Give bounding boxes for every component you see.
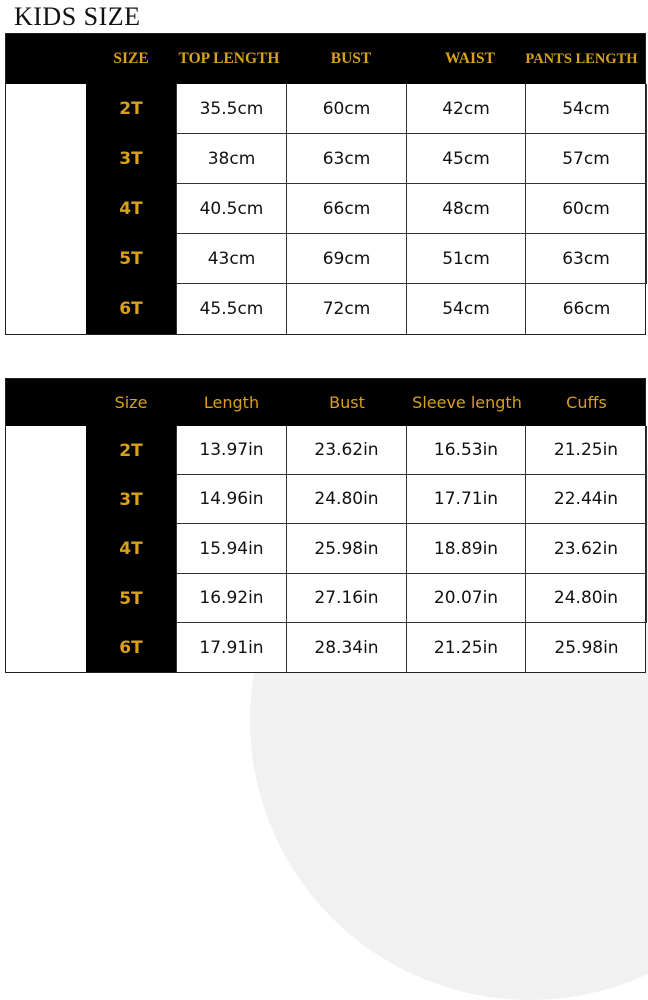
table-cell: 17.91in bbox=[176, 623, 287, 672]
table-cell: 40.5cm bbox=[176, 184, 287, 234]
table-cell: 24.80in bbox=[526, 574, 647, 623]
size-table-in bbox=[5, 378, 646, 673]
table-cell: 27.16in bbox=[287, 574, 407, 623]
table-cell: 38cm bbox=[176, 134, 287, 184]
header-waist: WAIST bbox=[445, 50, 495, 67]
table-cell: 28.34in bbox=[287, 623, 407, 672]
table-cell: 66cm bbox=[562, 299, 611, 319]
header-top-length: TOP LENGTH bbox=[178, 50, 280, 67]
table-cell: 21.25in bbox=[526, 426, 647, 475]
size-label: 2T bbox=[119, 99, 143, 119]
header-pants-length: PANTS LENGTH bbox=[525, 50, 638, 67]
table-cell: 42cm bbox=[407, 84, 526, 134]
table-cell: 72cm bbox=[287, 284, 407, 334]
table-cell: 35.5cm bbox=[176, 84, 287, 134]
header-bust: BUST bbox=[330, 50, 372, 67]
table-cell: 63cm bbox=[526, 234, 647, 284]
size-label: 6T bbox=[119, 299, 143, 319]
size-label: 2T bbox=[119, 440, 143, 461]
table-header bbox=[6, 34, 645, 84]
table-cell: 25.98in bbox=[287, 524, 407, 574]
size-label: 4T bbox=[119, 199, 143, 219]
size-label: 3T bbox=[119, 149, 143, 169]
table-cell: 48cm bbox=[407, 184, 526, 234]
table-cell: 15.94in bbox=[176, 524, 287, 574]
table-cell: 69cm bbox=[287, 234, 407, 284]
table-cell: 66cm bbox=[287, 184, 407, 234]
table-cell: 18.89in bbox=[407, 524, 526, 574]
table-header bbox=[6, 379, 645, 426]
header-size: SIZE bbox=[113, 50, 149, 67]
value-grid bbox=[176, 84, 647, 334]
size-column bbox=[86, 84, 176, 334]
table-cell: 60cm bbox=[526, 184, 647, 234]
table-cell: 45cm bbox=[407, 134, 526, 184]
value-grid bbox=[176, 426, 647, 672]
table-cell: 16.53in bbox=[407, 426, 526, 475]
header-cuffs: Cuffs bbox=[566, 393, 607, 412]
table-cell: 23.62in bbox=[287, 426, 407, 475]
size-label: 5T bbox=[119, 249, 143, 269]
header-size: Size bbox=[114, 393, 148, 412]
table-cell: 51cm bbox=[407, 234, 526, 284]
table-cell: 22.44in bbox=[526, 475, 647, 524]
header-length: Length bbox=[203, 393, 260, 412]
table-cell: 45.5cm bbox=[176, 284, 287, 334]
table-cell: 57cm bbox=[526, 134, 647, 184]
table-cell: 13.97in bbox=[176, 426, 287, 475]
table-cell: 25.98in bbox=[554, 637, 619, 658]
table-cell: 54cm bbox=[526, 84, 647, 134]
table-cell: 16.92in bbox=[176, 574, 287, 623]
table-cell: 60cm bbox=[287, 84, 407, 134]
table-cell: 14.96in bbox=[176, 475, 287, 524]
table-cell: 17.71in bbox=[407, 475, 526, 524]
size-column bbox=[86, 426, 176, 672]
header-bust: Bust bbox=[329, 393, 365, 412]
table-cell: 24.80in bbox=[287, 475, 407, 524]
size-label: 6T bbox=[119, 637, 143, 658]
table-cell: 63cm bbox=[287, 134, 407, 184]
table-cell: 23.62in bbox=[526, 524, 647, 574]
size-label: 4T bbox=[119, 539, 143, 559]
table-cell: 21.25in bbox=[407, 623, 526, 672]
size-label: 5T bbox=[119, 588, 143, 609]
size-label: 3T bbox=[119, 489, 143, 510]
header-sleeve-length: Sleeve length bbox=[412, 393, 522, 412]
page-title: KIDS SIZE bbox=[14, 2, 141, 31]
size-table-cm bbox=[5, 33, 646, 335]
table-cell: 54cm bbox=[407, 284, 526, 334]
table-cell: 43cm bbox=[176, 234, 287, 284]
table-cell: 20.07in bbox=[407, 574, 526, 623]
